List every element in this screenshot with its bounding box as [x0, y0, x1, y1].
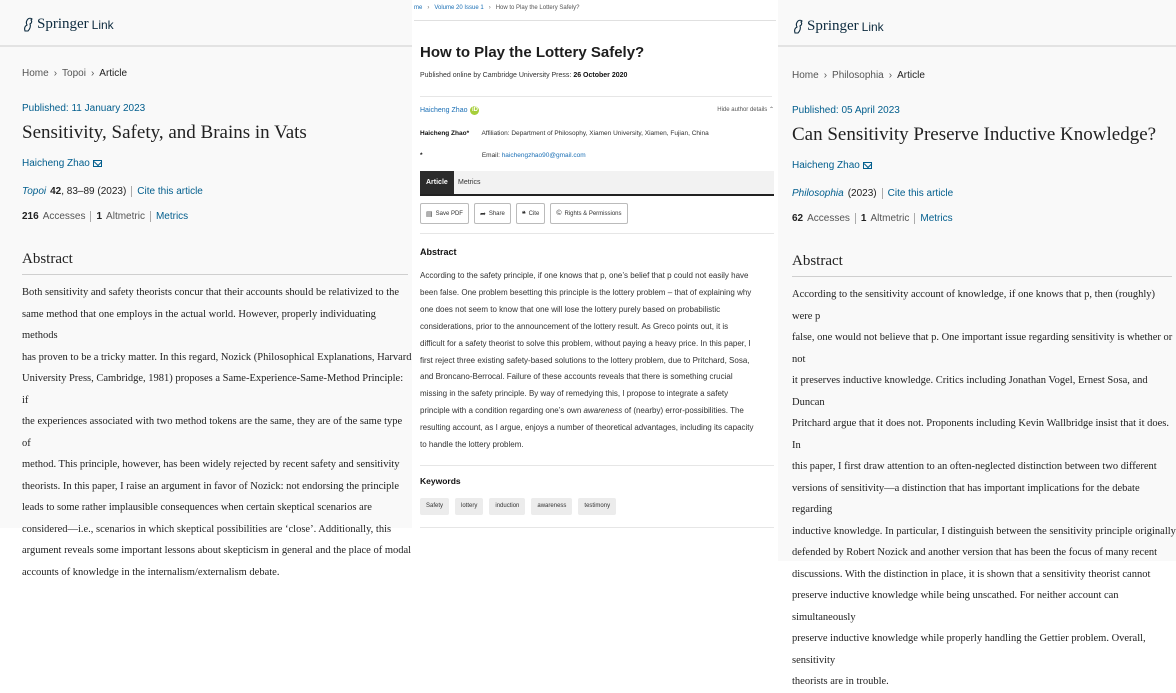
abstract-line: the experiences associated with two method tokens are the same, they are of the same type of [22, 416, 403, 449]
logo-brand: Springer [807, 18, 859, 34]
divider [914, 213, 915, 224]
abstract-line: to handle the lottery problem. [420, 440, 524, 450]
breadcrumb [414, 5, 579, 11]
author [22, 158, 102, 169]
springer-header [778, 0, 1176, 47]
quote-icon: ❝ [521, 210, 526, 218]
pages-year: (2023) [847, 188, 877, 199]
keyword-tag[interactable]: induction [489, 498, 525, 515]
emphasis-text: awareness [583, 406, 623, 416]
abstract-line: accounts of knowledge in the internalism/externalism debate. [22, 566, 280, 578]
chevron-right-icon: › [427, 5, 430, 11]
abstract-line: According to the sensitivity account of knowledge, if one knows that p, then (roughly) were p [792, 289, 1156, 322]
divider [855, 213, 856, 224]
breadcrumb [792, 70, 925, 81]
abstract-text [792, 284, 1176, 693]
email-label: Email: [481, 152, 500, 159]
keyword-tag[interactable]: lottery [455, 498, 483, 515]
affiliation-text: Affiliation: Department of Philosophy, Xiamen University, Xiamen, Fujian, China [481, 130, 709, 137]
altmetric-count: 1 [96, 211, 103, 222]
copyright-icon: © [556, 210, 562, 217]
divider [420, 233, 774, 234]
abstract-line: one does not seem to know that one will lose the lottery purely based on probabilistic [420, 304, 721, 314]
breadcrumb-journal[interactable]: Philosophia [832, 70, 884, 81]
springer-header [0, 0, 412, 47]
email-link[interactable]: haichengzhao90@gmail.com [501, 152, 586, 159]
chevron-right-icon: › [53, 68, 58, 79]
chevron-right-icon: › [823, 70, 828, 81]
pdf-icon: ▤ [426, 210, 433, 218]
keyword-tag[interactable]: testimony [578, 498, 616, 515]
chevron-right-icon: › [888, 70, 893, 81]
abstract-line: preserve inductive knowledge while properly handling the Gettier problem. Overall, sensitivity [792, 633, 1146, 666]
hide-details-label: Hide author details [717, 107, 768, 113]
share-button[interactable] [474, 203, 511, 224]
divider [150, 211, 151, 222]
abstract-line: inductive knowledge. In particular, I distinguish between the sensitivity principle originally [792, 525, 1176, 537]
breadcrumb-issue[interactable]: Volume 20 Issue 1 [434, 5, 484, 11]
abstract-line: missing in the safety principle. By way of remedying this, I propose to integrate a safety [420, 389, 729, 399]
abstract-line: been false. One problem besetting this principle is the lottery problem – that of explaining why [420, 287, 752, 297]
altmetric-count: 1 [860, 213, 867, 224]
abstract-line: has proven to be a tricky matter. In this regard, Nozick (Philosophical Explanations, Harvard [22, 351, 412, 363]
journal-link[interactable]: Topoi [22, 186, 47, 197]
breadcrumb-journal[interactable]: Topoi [62, 68, 86, 79]
springer-horse-icon [792, 19, 804, 34]
abstract-line: this paper, I first draw attention to an often-neglected distinction between two different [792, 461, 1157, 472]
breadcrumb-home[interactable]: Home [792, 70, 819, 81]
abstract-heading: Abstract [22, 251, 73, 267]
abstract-line: difficult for a safety theorist to solve this problem, without paying a heavy price. In this paper, I [420, 338, 751, 348]
article-title: Sensitivity, Safety, and Brains in Vats [22, 122, 307, 143]
logo-suffix: Link [91, 17, 114, 32]
breadcrumb-home[interactable]: me [414, 5, 423, 11]
keyword-tag[interactable]: awareness [531, 498, 572, 515]
cite-article-link[interactable]: Cite this article [887, 188, 954, 199]
affiliation-row [420, 130, 709, 137]
published-date: Published: 11 January 2023 [22, 103, 146, 114]
breadcrumb-current: Article [99, 68, 128, 79]
keyword-tag[interactable]: Safety [420, 498, 449, 515]
abstract-line: method. This principle, however, has been widely rejected by recent safety and sensitivity [22, 459, 400, 470]
metrics-link[interactable]: Metrics [155, 211, 189, 222]
hide-author-details-button[interactable] [717, 106, 774, 113]
author-link[interactable]: Haicheng Zhao [792, 160, 860, 171]
right-article-panel [778, 0, 1176, 687]
cite-article-link[interactable]: Cite this article [137, 186, 203, 197]
abstract-heading: Abstract [420, 247, 457, 257]
published-date: Published: 05 April 2023 [792, 105, 900, 116]
email-key: * [420, 152, 423, 159]
breadcrumb [22, 68, 127, 79]
abstract-line: Pritchard argue that it does not. Proponents including Kevin Wallbridge insist that it does. In [792, 418, 1170, 451]
journal-link[interactable]: Philosophia [792, 188, 844, 199]
article-tabs [420, 171, 774, 196]
accesses-label: Accesses [42, 211, 86, 222]
citation-line [792, 188, 953, 199]
save-pdf-label: Save PDF [435, 210, 463, 217]
abstract-line: false, one would not believe that p. One important issue regarding sensitivity is whether or not [792, 332, 1173, 365]
email-icon[interactable] [93, 160, 102, 167]
abstract-line: theorists are in trouble. [792, 676, 889, 687]
abstract-line: same method that one employs in the actual world. However, properly individuating methods [22, 308, 376, 341]
divider [131, 186, 132, 197]
divider [882, 188, 883, 199]
abstract-line: theorists. In this paper, I raise an argument in favor of Nozick: not endorsing the principle [22, 480, 399, 492]
abstract-line: discussions. With the distinction in place, it is shown that a sensitivity theorist cannot [792, 568, 1151, 580]
cite-button[interactable] [516, 203, 545, 224]
springer-horse-icon [22, 17, 34, 32]
logo-suffix: Link [861, 19, 884, 34]
abstract-line: Both sensitivity and safety theorists concur that their accounts should be relativized to the [22, 287, 400, 298]
abstract-line: first reject three existing safety-based solutions to the lottery problem, due to Pritchard, Sosa, [420, 355, 750, 365]
abstract-text [420, 268, 774, 454]
abstract-line: it preserves inductive knowledge. Critics including Jonathan Vogel, Ernest Sosa, and Duncan [792, 375, 1148, 408]
author [792, 160, 872, 171]
altmetric-label: Altmetric [870, 213, 910, 224]
action-buttons [420, 203, 633, 224]
pages-year: , 83–89 (2023) [61, 186, 127, 197]
left-article-panel [0, 0, 412, 578]
abstract-line: University Press, Cambridge, 1981) proposes a Same-Experience-Same-Method Principle: if [22, 373, 404, 406]
email-row [420, 152, 586, 159]
springerlink-logo[interactable] [22, 16, 114, 33]
chevron-up-icon: ⌃ [768, 107, 774, 113]
altmetric-label: Altmetric [106, 211, 145, 222]
keywords-list [420, 498, 622, 515]
divider [90, 211, 91, 222]
middle-article-panel [414, 0, 776, 561]
divider [414, 20, 776, 21]
author-link[interactable]: Haicheng Zhao [22, 158, 90, 169]
share-label: Share [488, 210, 505, 217]
abstract-rule [792, 276, 1172, 277]
accesses-count: 216 [22, 211, 39, 222]
rights-label: Rights & Permissions [564, 210, 622, 217]
keywords-heading: Keywords [420, 476, 461, 486]
abstract-line: argument reveals some important lessons about skepticism in general and the place of modal [22, 545, 412, 556]
published-prefix: Published online by Cambridge University Press: [420, 72, 572, 79]
divider [420, 527, 774, 528]
abstract-line: preserve inductive knowledge while being unscathed. For neither account can simultaneously [792, 590, 1119, 623]
abstract-line: According to the safety principle, if one knows that p, one’s belief that p could not easily have [420, 271, 749, 280]
orcid-icon[interactable]: iD [471, 107, 478, 113]
article-title: Can Sensitivity Preserve Inductive Knowledge? [792, 124, 1157, 145]
save-pdf-button[interactable] [420, 203, 469, 224]
cite-label: Cite [528, 210, 540, 217]
share-icon: ➦ [479, 210, 486, 218]
divider [420, 96, 772, 97]
accesses-label: Accesses [807, 213, 850, 224]
accesses-count: 62 [792, 213, 804, 224]
author [420, 106, 479, 115]
tab-metrics[interactable]: Metrics [458, 179, 481, 186]
abstract-text [22, 282, 412, 583]
chevron-right-icon: › [488, 5, 491, 11]
metrics-link[interactable]: Metrics [920, 213, 953, 224]
logo-brand: Springer [37, 16, 89, 32]
abstract-heading: Abstract [792, 253, 843, 269]
abstract-line: versions of sensitivity—a distinction that has important implications for the debate regarding [792, 482, 1140, 515]
metrics-line [22, 211, 188, 222]
citation-line [22, 186, 203, 197]
published-line [420, 72, 627, 79]
abstract-line: considerations, prior to the announcement of the lottery result. As Greco points out, it is [420, 321, 729, 331]
metrics-line [792, 213, 953, 224]
springerlink-logo[interactable] [792, 18, 884, 35]
abstract-line: considered—i.e., scenarios in which skeptical possibilities are ‘close’. Additionally, this [22, 523, 392, 535]
article-title: How to Play the Lottery Safely? [420, 44, 645, 61]
affiliation-author: Haicheng Zhao* [420, 130, 470, 137]
divider [420, 465, 774, 466]
email-icon[interactable] [863, 162, 872, 169]
abstract-line: principle with a condition regarding one’s own awareness of (nearby) error-possibilities. The [420, 406, 744, 416]
chevron-right-icon: › [90, 68, 95, 79]
abstract-rule [22, 274, 408, 275]
breadcrumb-current: Article [897, 70, 925, 81]
breadcrumb-home[interactable]: Home [22, 68, 49, 79]
tab-article[interactable]: Article [420, 171, 454, 194]
volume: 42 [50, 186, 62, 197]
author-link[interactable]: Haicheng Zhao [420, 107, 468, 114]
rights-permissions-button[interactable] [550, 203, 627, 224]
abstract-line: leads to some rather implausible consequences when certain skeptical scenarios are [22, 502, 372, 513]
abstract-line: resulting account, as I argue, enjoys a number of theoretical advantages, including its capacity [420, 423, 754, 433]
breadcrumb-current: How to Play the Lottery Safely? [495, 5, 580, 11]
abstract-line: defended by Robert Nozick and another version that has been the focus of many recent [792, 547, 1158, 558]
published-date: 26 October 2020 [573, 72, 628, 79]
abstract-line: and Broncano-Berrocal. Failure of these accounts reveals that there is something crucial [420, 372, 733, 382]
